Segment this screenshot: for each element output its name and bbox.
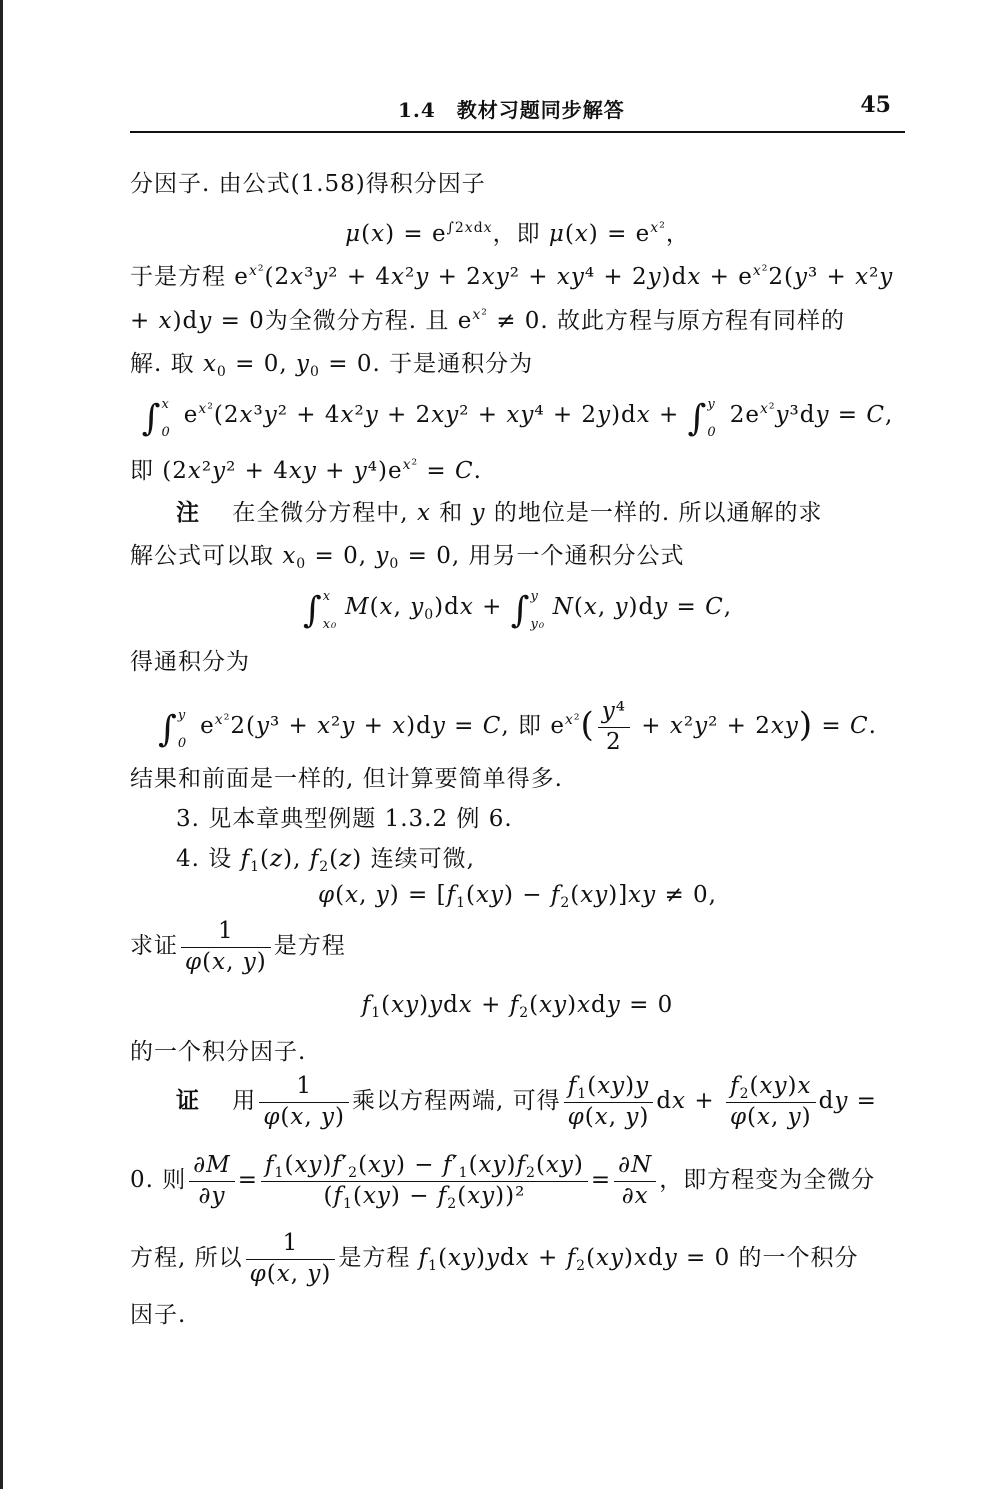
- paragraph-1: 分因子. 由公式(1.58)得积分因子: [130, 171, 486, 197]
- equation-integral-1: ∫ x 0 $e^{x^2}(2x^3y^2 + 4x^2y + 2xy^2 + xy^4 + 2y)dx$ + ∫ y 0 $2e^{x^2}y^3dy = C$,: [141, 397, 894, 440]
- paragraph-6: 解公式可以取 $x_0 = 0$, $y_0 = 0$, 用另一个通积分公式: [130, 543, 685, 572]
- header-rule: [130, 131, 905, 133]
- equation-integral-2: ∫ x x₀ M(x, $y_0)dx$ + ∫ y y₀ N(x, y)dy = C,: [302, 589, 733, 632]
- page-number: 45: [860, 92, 891, 118]
- equation-phi: φ(x, $y) = [f_1(xy) - f_2(xy)]xy \ne 0$,: [318, 882, 717, 911]
- proof-label: 证: [176, 1087, 200, 1115]
- equation-integral-3: ∫ y 0 $e^{x^2}2(y^3 + x^2y + x)dy = C$, 即 $e^{x^2}$( $\frac{\text{y⁴}}{2}$ + x²y² + 2xy) = C.: [158, 698, 877, 755]
- item-4: 4. 设 $f_1(z)$, $f_2(z)$ 连续可微,: [176, 846, 475, 875]
- paragraph-9: 求证 $\frac{1}{\varphi(x, y)}$ 是方程: [130, 918, 346, 975]
- paragraph-7: 得通积分为: [130, 649, 250, 675]
- proof-paragraph: 证 用 $\frac{1}{\varphi(x, y)}$ 乘以方程两端, 可得 $\frac{f_1(xy)y}{\varphi(x, y)}$ dx + $\frac{f_2(xy)x}{\varphi(x, y)}$ dy =: [176, 1073, 877, 1130]
- paragraph-2: 于是方程 $e^{x^2}(2x^3y^2 + 4x^2y + 2xy^2 + xy^4 + 2y)dx + e^{x^2}2(y^3 + x^2y$: [130, 263, 894, 290]
- paragraph-13: 因子.: [130, 1302, 187, 1328]
- paragraph-8: 结果和前面是一样的, 但计算要简单得多.: [130, 766, 563, 792]
- paragraph-12: 方程, 所以 $\frac{1}{\varphi(x, y)}$ 是方程 $f_1(xy)ydx + f_2(xy)xdy = 0$ 的一个积分: [130, 1230, 859, 1287]
- paragraph-11: 0. 则 $\frac{\partial M}{\partial y}$ = $\frac{f_1(xy)f'_2(xy) - f'_1(xy)f_2(xy)}{(f_1(xy) - f_2(xy))^2}$ = $\frac{\partial N}{\partial x}$ ，即方程变为全微分: [130, 1152, 876, 1212]
- paragraph-4: 解. 取 $x_0 = 0$, $y_0 = 0$. 于是通积分为: [130, 351, 534, 380]
- item-3: 3. 见本章典型例题 1.3.2 例 6.: [176, 806, 513, 832]
- note-paragraph: 注 在全微分方程中, x 和 y 的地位是一样的. 所以通解的求: [176, 499, 823, 526]
- paragraph-10: 的一个积分因子.: [130, 1039, 307, 1065]
- page-edge: [0, 0, 3, 1489]
- paragraph-3: + x)dy = 0为全微分方程. 且 $e^{x^2} \ne 0$. 故此方程与原方程有同样的: [130, 307, 846, 334]
- running-header: [130, 92, 905, 126]
- paragraph-5: 即 $(2x^2y^2 + 4xy + y^4)e^{x^2} = C$.: [130, 457, 482, 484]
- equation-main: $f_1(xy)ydx + f_2(xy)xdy = 0$: [361, 992, 674, 1021]
- section-title: 1.4 教材习题同步解答: [398, 98, 625, 122]
- note-label: 注: [176, 499, 200, 526]
- equation-mu: $\mu(x) = e^{\int 2xdx}$，即 $\mu(x) = e^{x^2}$，: [345, 220, 690, 247]
